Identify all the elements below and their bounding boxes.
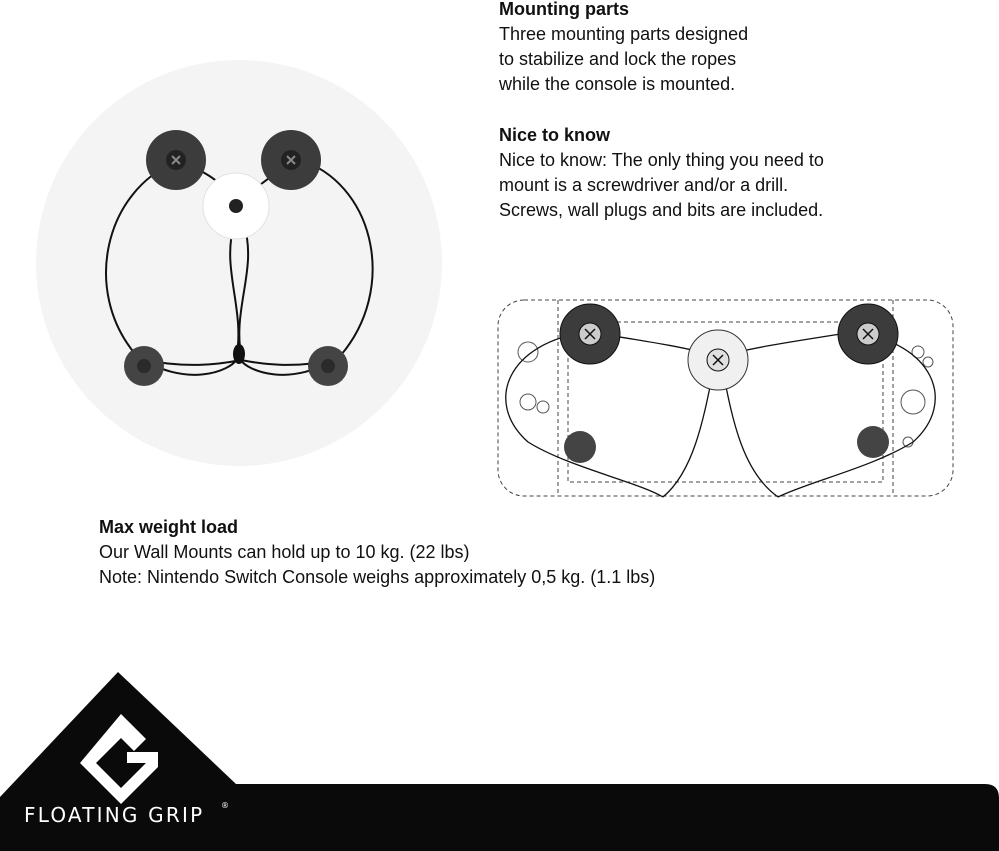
max-weight-line-2: Note: Nintendo Switch Console weighs approximately 0,5 kg. (1.1 lbs): [99, 567, 656, 587]
bottom-right-mount: [308, 346, 348, 386]
diagram-top-left-mount: [560, 304, 620, 364]
console-diagram: [488, 292, 958, 500]
mounting-parts-section: [499, 0, 748, 97]
max-weight-heading: Max weight load: [99, 517, 239, 537]
top-right-mount: [261, 130, 321, 190]
product-photo: [36, 60, 442, 466]
diagram-bottom-right-mount: [857, 426, 889, 458]
center-white-mount: [203, 173, 269, 239]
nice-to-know-line-3: Screws, wall plugs and bits are included.: [499, 200, 824, 220]
nice-to-know-section: [499, 123, 824, 223]
nice-to-know-heading: Nice to know: [499, 125, 611, 145]
photo-background: [36, 60, 442, 466]
max-weight-section: [99, 515, 655, 590]
top-left-mount: [146, 130, 206, 190]
mounting-parts-line-3: while the console is mounted.: [499, 74, 736, 94]
mounting-parts-line-1: Three mounting parts designed: [499, 24, 749, 44]
max-weight-line-1: Our Wall Mounts can hold up to 10 kg. (22 lbs): [99, 542, 470, 562]
rope-knot: [233, 344, 245, 364]
mounting-parts-line-2: to stabilize and lock the ropes: [499, 49, 737, 69]
nice-to-know-line-1: Nice to know: The only thing you need to: [499, 150, 824, 170]
registered-mark: ®: [221, 801, 229, 810]
brand-name: FLOATING GRIP: [24, 803, 205, 827]
diagram-top-right-mount: [838, 304, 898, 364]
mounting-parts-heading: Mounting parts: [499, 0, 629, 19]
diagram-bottom-left-mount: [564, 431, 596, 463]
nice-to-know-line-2: mount is a screwdriver and/or a drill.: [499, 175, 789, 195]
bottom-left-mount: [124, 346, 164, 386]
diagram-center-mount: [688, 330, 748, 390]
